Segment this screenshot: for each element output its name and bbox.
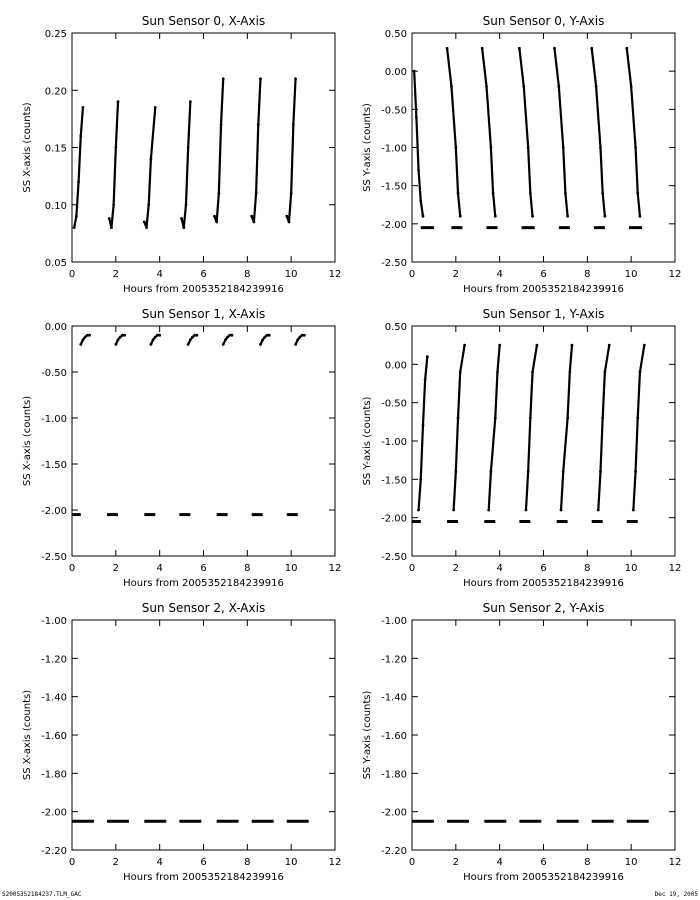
x-tick-label: 4 [496, 857, 503, 868]
chart-title: Sun Sensor 2, Y-Axis [482, 601, 605, 615]
data-point [417, 169, 420, 172]
x-tick-label: 10 [284, 563, 298, 574]
y-tick-label: -2.00 [381, 219, 407, 231]
y-tick-label: 0.50 [384, 322, 407, 333]
data-point [603, 215, 606, 218]
chart-panel-1 [362, 14, 681, 295]
data-series-6 [633, 345, 644, 510]
y-tick-label: 0.05 [44, 258, 67, 269]
data-point [290, 192, 293, 195]
x-tick-label: 6 [200, 269, 207, 280]
data-series-4 [214, 79, 223, 222]
x-axis-label: Hours from 2005352184239916 [123, 284, 284, 295]
data-point [459, 215, 462, 218]
x-tick-label: 8 [584, 563, 591, 574]
data-point [498, 344, 501, 347]
data-point [114, 343, 117, 346]
x-tick-label: 0 [68, 857, 76, 868]
y-tick-label: 0.00 [384, 67, 407, 79]
x-tick-label: 12 [328, 269, 342, 280]
data-point [88, 334, 91, 337]
data-series-4 [561, 345, 572, 510]
data-point [250, 215, 253, 218]
data-point [73, 226, 76, 229]
x-tick-label: 8 [244, 857, 251, 868]
data-point [417, 509, 420, 512]
chart-panel-3 [362, 307, 681, 589]
y-tick-label: -2.50 [381, 552, 407, 563]
data-point [79, 135, 82, 138]
chart-title: Sun Sensor 0, Y-Axis [482, 14, 605, 28]
data-point [490, 146, 493, 149]
data-series-4 [554, 48, 567, 216]
data-point [117, 100, 120, 103]
y-tick-label: -2.20 [41, 846, 67, 857]
data-point [630, 85, 633, 88]
y-tick-label: -1.40 [41, 692, 67, 704]
data-point [288, 221, 291, 224]
data-point [562, 146, 565, 149]
data-series-0 [414, 71, 423, 216]
data-point [224, 338, 227, 341]
data-point [454, 146, 457, 149]
x-tick-label: 8 [584, 269, 591, 280]
data-point [527, 470, 530, 473]
data-point [294, 77, 297, 80]
y-tick-label: -1.20 [381, 654, 407, 666]
y-tick-label: -2.00 [381, 807, 407, 819]
data-point [226, 336, 229, 339]
x-tick-label: 2 [452, 269, 460, 280]
data-point [185, 203, 188, 206]
y-axis-label: SS Y-axis (counts) [362, 103, 373, 192]
data-point [231, 334, 234, 337]
data-point [634, 146, 637, 149]
data-point [636, 192, 639, 195]
y-tick-label: -0.50 [381, 398, 407, 410]
data-point [222, 77, 225, 80]
y-axis-label: SS Y-axis (counts) [362, 690, 373, 780]
x-axis-label: Hours from 2005352184239916 [123, 578, 284, 589]
data-point [77, 180, 80, 183]
data-point [123, 334, 126, 337]
data-point [79, 343, 82, 346]
y-tick-label: -1.50 [381, 475, 407, 487]
x-tick-label: 0 [68, 269, 76, 280]
data-point [82, 106, 85, 109]
data-point [110, 226, 113, 229]
x-tick-label: 2 [112, 269, 120, 280]
y-axis-label: SS X-axis (counts) [22, 102, 33, 193]
data-point [152, 338, 155, 341]
data-point [189, 100, 192, 103]
data-point [568, 371, 571, 374]
data-point [299, 336, 302, 339]
data-point [487, 509, 490, 512]
y-tick-label: -2.00 [41, 807, 67, 819]
y-tick-label: 0.50 [384, 29, 407, 40]
x-axis-label: Hours from 2005352184239916 [463, 578, 624, 589]
y-tick-label: -1.50 [381, 181, 407, 193]
data-point [518, 47, 521, 50]
data-point [494, 417, 497, 420]
chart-title: Sun Sensor 0, X-Axis [141, 14, 266, 28]
data-series-0 [74, 107, 83, 227]
data-point [566, 417, 569, 420]
data-point [522, 85, 525, 88]
x-tick-label: 8 [244, 269, 251, 280]
data-point [463, 344, 466, 347]
data-point [490, 470, 493, 473]
data-point [599, 470, 602, 473]
data-point [285, 215, 288, 218]
data-point [557, 85, 560, 88]
data-point [217, 192, 220, 195]
data-series-3 [519, 48, 532, 216]
data-series-6 [287, 79, 296, 222]
x-axis-label: Hours from 2005352184239916 [463, 872, 624, 883]
x-tick-label: 12 [668, 857, 682, 868]
data-point [154, 336, 157, 339]
y-tick-label: 0.00 [44, 322, 67, 333]
data-series-3 [526, 345, 537, 510]
data-point [564, 192, 567, 195]
plot-frame [72, 620, 335, 850]
x-tick-label: 6 [200, 563, 207, 574]
footer-date: Dec 19, 2005 [654, 891, 698, 898]
plot-frame [412, 620, 675, 850]
x-tick-label: 10 [624, 857, 638, 868]
data-point [639, 215, 642, 218]
data-point [182, 226, 185, 229]
x-tick-label: 6 [200, 857, 207, 868]
data-series-2 [144, 107, 155, 227]
data-point [599, 146, 602, 149]
data-point [525, 509, 528, 512]
chart-panel-5 [362, 601, 681, 883]
data-point [450, 85, 453, 88]
data-point [634, 470, 637, 473]
chart-title: Sun Sensor 1, Y-Axis [482, 307, 605, 321]
y-tick-label: -1.00 [381, 616, 407, 627]
data-point [494, 215, 497, 218]
chart-title: Sun Sensor 2, X-Axis [141, 601, 266, 615]
data-point [82, 338, 85, 341]
data-point [553, 47, 556, 50]
data-point [112, 203, 115, 206]
y-tick-label: -1.00 [381, 437, 407, 448]
data-point [603, 371, 606, 374]
data-point [454, 470, 457, 473]
data-point [643, 344, 646, 347]
y-tick-label: 0.00 [384, 360, 407, 372]
data-point [527, 146, 530, 149]
data-point [257, 123, 260, 126]
data-point [632, 509, 635, 512]
y-axis-label: SS X-axis (counts) [22, 395, 33, 487]
data-series-5 [592, 48, 605, 216]
x-tick-label: 2 [452, 563, 460, 574]
x-tick-label: 2 [112, 857, 120, 868]
data-point [84, 336, 87, 339]
data-point [154, 106, 157, 109]
y-tick-label: -2.50 [41, 552, 67, 563]
data-point [601, 417, 604, 420]
data-point [419, 478, 422, 481]
y-tick-label: -2.50 [381, 258, 407, 269]
data-point [426, 355, 429, 358]
x-tick-label: 4 [496, 269, 503, 280]
data-point [571, 344, 574, 347]
data-point [536, 344, 539, 347]
x-tick-label: 4 [156, 857, 163, 868]
data-point [446, 47, 449, 50]
data-series-5 [598, 345, 609, 510]
x-tick-label: 2 [452, 857, 460, 868]
data-point [636, 417, 639, 420]
chart-panel-0 [22, 14, 341, 295]
data-point [608, 344, 611, 347]
chart-panel-4 [22, 601, 341, 883]
x-tick-label: 0 [68, 563, 76, 574]
data-point [261, 338, 264, 341]
x-tick-label: 10 [624, 269, 638, 280]
y-tick-label: -1.00 [381, 143, 407, 155]
data-point [413, 70, 416, 73]
data-point [259, 343, 262, 346]
data-point [191, 336, 194, 339]
data-point [259, 77, 262, 80]
data-point [187, 343, 190, 346]
x-tick-label: 10 [284, 269, 298, 280]
y-tick-label: -1.60 [41, 731, 67, 742]
data-point [459, 371, 462, 374]
y-tick-label: -1.80 [381, 769, 407, 781]
data-point [566, 215, 569, 218]
data-point [119, 336, 122, 339]
data-point [595, 85, 598, 88]
y-tick-label: -0.50 [381, 105, 407, 117]
data-point [481, 47, 484, 50]
data-series-1 [447, 48, 460, 216]
x-tick-label: 10 [624, 563, 638, 574]
y-tick-label: -1.00 [41, 414, 67, 425]
data-point [215, 221, 218, 224]
data-series-5 [252, 79, 261, 222]
y-tick-label: -1.50 [41, 460, 67, 471]
data-series-1 [109, 102, 118, 228]
x-tick-label: 4 [156, 269, 163, 280]
y-axis-label: SS X-axis (counts) [22, 689, 33, 781]
data-point [292, 123, 295, 126]
x-tick-label: 6 [540, 857, 547, 868]
x-tick-label: 12 [328, 857, 342, 868]
data-point [75, 215, 78, 218]
x-tick-label: 2 [112, 563, 120, 574]
data-point [117, 338, 120, 341]
data-point [485, 85, 488, 88]
x-tick-label: 10 [284, 857, 298, 868]
data-point [625, 47, 628, 50]
data-point [180, 217, 183, 220]
data-point [590, 47, 593, 50]
x-tick-label: 6 [540, 269, 547, 280]
data-series-3 [182, 102, 191, 228]
data-point [531, 371, 534, 374]
x-tick-label: 8 [244, 563, 251, 574]
data-point [255, 192, 258, 195]
data-point [529, 192, 532, 195]
y-tick-label: -2.20 [381, 846, 407, 857]
data-point [187, 146, 190, 149]
x-tick-label: 0 [408, 563, 416, 574]
data-series-2 [489, 345, 500, 510]
x-tick-label: 0 [408, 857, 416, 868]
chart-panel-2 [22, 307, 341, 589]
data-point [220, 123, 223, 126]
data-point [531, 215, 534, 218]
y-tick-label: 0.25 [44, 29, 67, 40]
data-point [150, 158, 153, 161]
data-point [222, 343, 225, 346]
data-point [422, 215, 425, 218]
data-point [196, 334, 199, 337]
data-point [492, 192, 495, 195]
data-point [419, 200, 422, 203]
data-point [457, 192, 460, 195]
data-point [189, 338, 192, 341]
data-point [145, 226, 148, 229]
data-point [639, 371, 642, 374]
data-point [296, 338, 299, 341]
data-series-1 [454, 345, 465, 510]
y-tick-label: -1.20 [41, 654, 67, 666]
y-tick-label: -2.00 [41, 506, 67, 517]
x-tick-label: 12 [668, 563, 682, 574]
data-series-6 [627, 48, 640, 216]
x-tick-label: 0 [408, 269, 416, 280]
y-tick-label: -1.40 [381, 692, 407, 704]
x-tick-label: 6 [540, 563, 547, 574]
chart-title: Sun Sensor 1, X-Axis [141, 307, 266, 321]
data-point [496, 371, 499, 374]
footer-file-name: S2005352184237.TLM_GAC [2, 891, 82, 898]
data-point [143, 221, 146, 224]
x-axis-label: Hours from 2005352184239916 [463, 284, 624, 295]
x-tick-label: 4 [496, 563, 503, 574]
x-tick-label: 12 [328, 563, 342, 574]
data-point [457, 417, 460, 420]
x-tick-label: 4 [156, 563, 163, 574]
data-point [562, 470, 565, 473]
data-point [108, 217, 111, 220]
data-point [303, 334, 306, 337]
y-tick-label: -1.00 [41, 616, 67, 627]
y-tick-label: 0.15 [44, 143, 67, 155]
data-point [253, 221, 256, 224]
data-point [601, 192, 604, 195]
data-point [452, 509, 455, 512]
data-point [213, 215, 216, 218]
data-point [294, 343, 297, 346]
data-series-2 [482, 48, 495, 216]
y-tick-label: -2.00 [381, 513, 407, 525]
plot-frame [72, 326, 335, 556]
y-tick-label: 0.20 [44, 86, 67, 98]
x-tick-label: 12 [668, 269, 682, 280]
data-point [529, 417, 532, 420]
data-point [114, 146, 117, 149]
y-tick-label: -1.60 [381, 731, 407, 742]
y-tick-label: -1.80 [41, 769, 67, 781]
x-axis-label: Hours from 2005352184239916 [123, 872, 284, 883]
y-tick-label: 0.10 [44, 200, 67, 212]
y-axis-label: SS Y-axis (counts) [362, 396, 373, 486]
x-tick-label: 8 [584, 857, 591, 868]
data-point [424, 378, 427, 381]
data-point [415, 116, 418, 119]
data-point [158, 334, 161, 337]
data-point [422, 424, 425, 427]
data-point [147, 203, 150, 206]
y-tick-label: -0.50 [41, 368, 67, 379]
data-point [560, 509, 563, 512]
data-point [150, 343, 153, 346]
data-point [268, 334, 271, 337]
data-point [597, 509, 600, 512]
data-point [263, 336, 266, 339]
